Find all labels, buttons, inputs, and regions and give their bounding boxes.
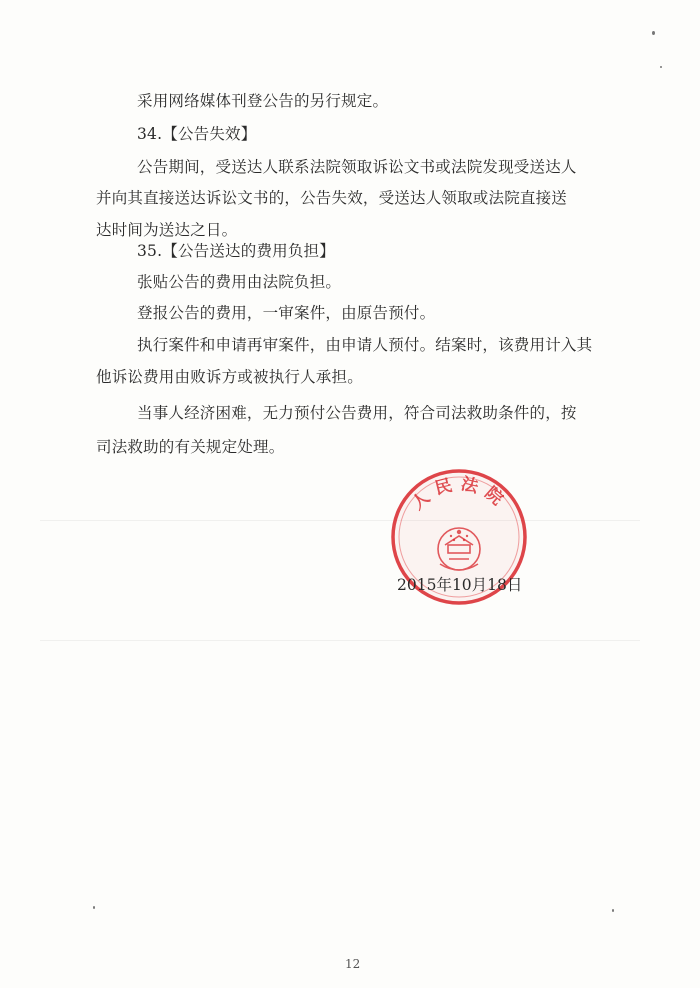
- body-line: 张贴公告的费用由法院负担。: [137, 273, 342, 291]
- body-line: 达时间为送达之日。: [96, 221, 238, 239]
- body-line: 司法救助的有关规定处理。: [96, 438, 285, 456]
- body-line: 并向其直接送达诉讼文书的，公告失效，受送达人领取或法院直接送: [96, 189, 568, 207]
- body-line: 采用网络媒体刊登公告的另行规定。: [137, 92, 389, 110]
- body-line: 登报公告的费用，一审案件，由原告预付。: [137, 304, 436, 322]
- seal-text: 人民法院: [408, 474, 512, 515]
- section-heading: 35.【公告送达的费用负担】: [137, 242, 335, 260]
- section-heading: 34.【公告失效】: [137, 125, 257, 143]
- body-line: 当事人经济困难，无力预付公告费用，符合司法救助条件的，按: [137, 404, 577, 422]
- scan-speck: [660, 66, 662, 68]
- page-number: 12: [345, 957, 361, 971]
- scan-speck: [652, 31, 655, 35]
- document-date: 2015年10月18日: [397, 576, 523, 594]
- scan-speck: [612, 909, 614, 912]
- scan-artifact-line: [40, 640, 640, 641]
- body-line: 他诉讼费用由败诉方或被执行人承担。: [96, 368, 363, 386]
- body-line: 执行案件和申请再审案件，由申请人预付。结案时，该费用计入其: [137, 336, 593, 354]
- body-line: 公告期间，受送达人联系法院领取诉讼文书或法院发现受送达人: [137, 158, 577, 176]
- scan-speck: [93, 906, 95, 909]
- scan-artifact-line: [40, 520, 640, 521]
